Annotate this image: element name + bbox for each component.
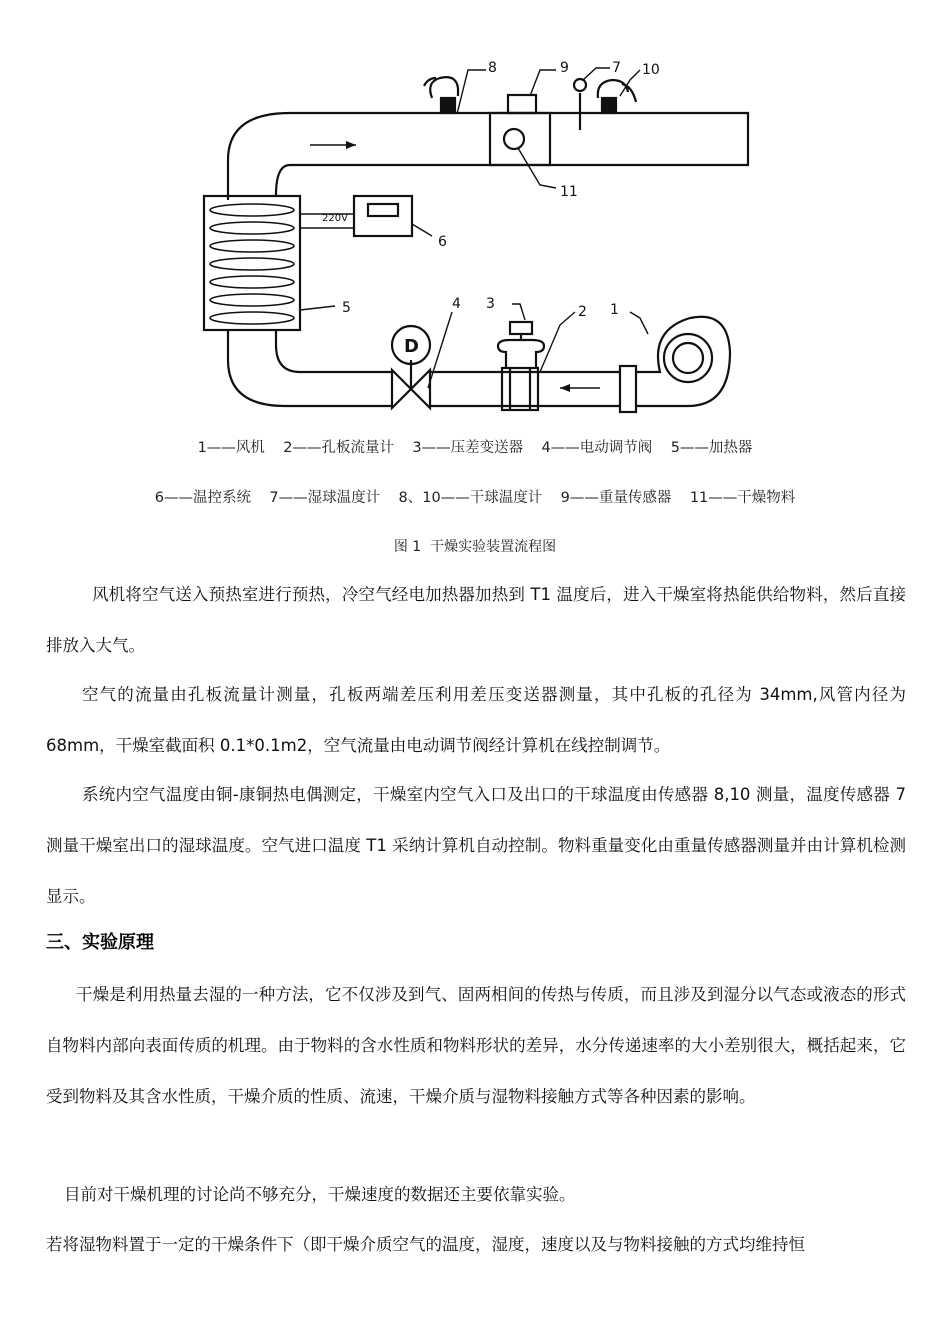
- bottom-duct: [228, 330, 392, 406]
- drying-material: [504, 129, 524, 149]
- legend-line-1: 1——风机 2——孔板流量计 3——压差变送器 4——电动调节阀 5——加热器: [197, 440, 753, 456]
- callout-9: 9: [560, 60, 569, 76]
- heater-coils: [210, 204, 294, 324]
- paragraph-1: 风机将空气送入预热室进行预热，冷空气经电加热器加热到 T1 温度后，进入干燥室将热能供给物料，然后直接排放入大气。: [46, 585, 906, 655]
- principle-paragraph-3: 若将湿物料置于一定的干燥条件下（即干燥介质空气的温度，湿度，速度以及与物料接触的方式均维持恒: [46, 1235, 805, 1254]
- paragraph-2: 空气的流量由孔板流量计测量，孔板两端差压利用差压变送器测量，其中孔板的孔径为 34mm,风管内径为 68mm，干燥室截面积 0.1*0.1m2，空气流量由电动调节阀经计算机在线控制调节。: [46, 685, 906, 755]
- flow-arrows: [310, 145, 600, 388]
- callout-6: 6: [438, 234, 447, 250]
- dry-bulb-thermometer-8: [441, 98, 455, 113]
- paragraph-3: 系统内空气温度由铜-康铜热电偶测定，干燥室内空气入口及出口的干球温度由传感器 8,10 测量，温度传感器 7 测量干燥室出口的湿球温度。空气进口温度 T1 采纳计算机自动控制。物料重量变化由重量传感器测量并由计算机检测显示。: [46, 785, 906, 906]
- top-duct: [228, 113, 748, 200]
- callout-5: 5: [342, 300, 351, 316]
- callout-2: 2: [578, 304, 587, 320]
- callout-3: 3: [486, 296, 495, 312]
- callout-7: 7: [612, 60, 621, 76]
- callout-8: 8: [488, 60, 497, 76]
- drying-chamber: [490, 113, 550, 165]
- weight-sensor: [508, 95, 536, 113]
- pressure-transmitter: [510, 322, 532, 334]
- voltage-label: 220V: [322, 213, 348, 224]
- principle-paragraph-2: 目前对干燥机理的讨论尚不够充分，干燥速度的数据还主要依靠实验。: [64, 1185, 576, 1204]
- dry-bulb-thermometer-10: [602, 98, 616, 113]
- fan-letter: D: [404, 336, 419, 357]
- principle-paragraph-1: 干燥是利用热量去湿的一种方法，它不仅涉及到气、固两相间的传热与传质，而且涉及到湿分以气态或液态的形式自物料内部向表面传质的机理。由于物料的含水性质和物料形状的差异，水分传递速率的大小差别很大，概括起来，它受到物料及其含水性质，干燥介质的性质、流速，干燥介质与湿物料接触方式等各种因素的影响。: [46, 985, 906, 1106]
- fan-rotor: [664, 334, 712, 382]
- section-heading: 三、实验原理: [46, 932, 154, 953]
- callout-4: 4: [452, 296, 461, 312]
- drying-apparatus-diagram: [0, 0, 950, 430]
- callout-1: 1: [610, 302, 619, 318]
- legend-line-2: 6——温控系统 7——湿球温度计 8、10——干球温度计 9——重量传感器 11——干燥物料: [154, 490, 796, 506]
- orifice-flowmeter: [502, 368, 538, 410]
- fan-housing: [636, 317, 730, 406]
- callout-11: 11: [560, 184, 578, 200]
- callout-10: 10: [642, 62, 660, 78]
- fan-inlet: [620, 366, 636, 412]
- figure-caption: 图 1 干燥实验装置流程图: [393, 539, 557, 555]
